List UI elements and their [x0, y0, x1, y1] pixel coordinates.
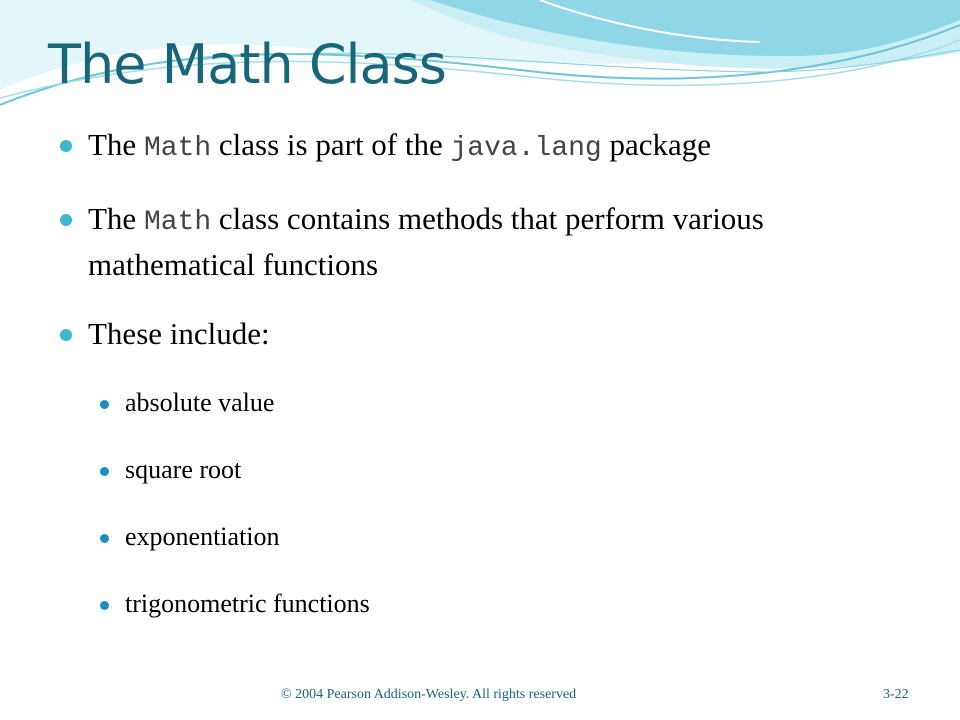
sub-bullet-dot-icon — [100, 534, 109, 543]
code-term: Math — [143, 133, 212, 164]
bullet-dot-icon — [60, 329, 72, 341]
slide-title: The Math Class — [48, 33, 446, 96]
sub-bullet-dot-icon — [100, 400, 109, 409]
sub-bullet-dot-icon — [100, 601, 109, 610]
code-term: Math — [143, 207, 212, 238]
bullet-dot-icon — [60, 140, 72, 152]
footer-copyright: © 2004 Pearson Addison-Wesley. All rights reserved — [281, 687, 577, 702]
sub-bullet-dot-icon — [100, 467, 109, 476]
bullet-text: These include: — [88, 316, 270, 351]
bullet-text: The Math class contains methods that perform various mathematical functions — [88, 201, 764, 282]
sub-bullet-text: trigonometric functions — [125, 589, 370, 618]
sub-bullet-text: absolute value — [125, 388, 275, 417]
bullet-dot-icon — [60, 214, 72, 226]
code-term: java.lang — [450, 133, 602, 164]
page-number: 3-22 — [883, 687, 909, 702]
sub-bullet-text: square root — [125, 455, 242, 484]
sub-bullet-text: exponentiation — [125, 522, 280, 551]
bullet-text: The Math class is part of the java.lang package — [88, 127, 712, 164]
